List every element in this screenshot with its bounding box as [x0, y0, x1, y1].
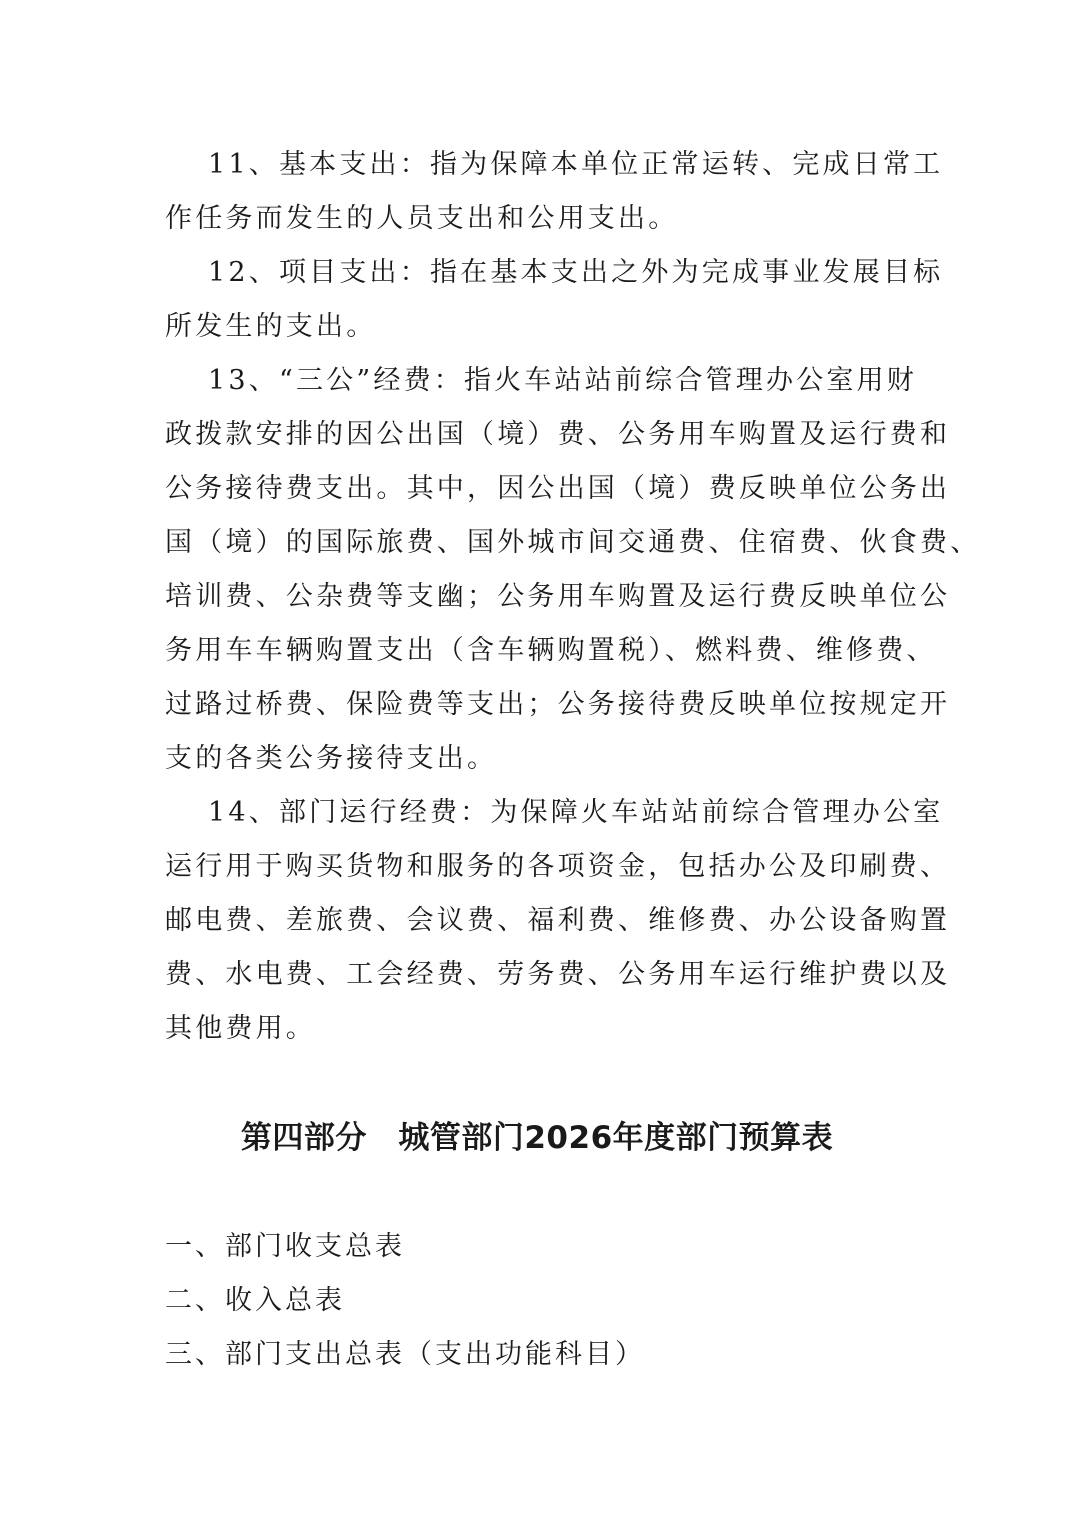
section-heading: 第四部分 城管部门2026年度部门预算表: [240, 1120, 834, 1156]
paragraph-14-line-5: 其他费用。: [165, 1013, 316, 1044]
paragraph-13-line-3: 公务接待费支出。其中，因公出国（境）费反映单位公务出: [165, 473, 951, 504]
paragraph-13-line-2: 政拨款安排的因公出国（境）费、公务用车购置及运行费和: [165, 419, 951, 450]
paragraph-14-line-1: 14、部门运行经费：为保障火车站站前综合管理办公室: [208, 797, 944, 828]
paragraph-14-line-2: 运行用于购买货物和服务的各项资金，包括办公及印刷费、: [165, 851, 951, 882]
paragraph-13-line-8: 支的各类公务接待支出。: [165, 743, 498, 774]
toc-item-2: 二、收入总表: [165, 1285, 345, 1316]
paragraph-13-line-4: 国（境）的国际旅费、国外城市间交通费、住宿费、伙食费、: [165, 527, 981, 558]
paragraph-14-line-3: 邮电费、差旅费、会议费、福利费、维修费、办公设备购置: [165, 905, 951, 936]
paragraph-13-line-5: 培训费、公杂费等支幽；公务用车购置及运行费反映单位公: [165, 581, 951, 612]
paragraph-14-line-4: 费、水电费、工会经费、劳务费、公务用车运行维护费以及: [165, 959, 951, 990]
paragraph-13-line-7: 过路过桥费、保险费等支出；公务接待费反映单位按规定开: [165, 689, 951, 720]
paragraph-12-line-1: 12、项目支出：指在基本支出之外为完成事业发展目标: [208, 257, 944, 288]
paragraph-12-line-2: 所发生的支出。: [165, 311, 377, 342]
toc-item-1: 一、部门收支总表: [165, 1231, 405, 1262]
paragraph-13-line-1: 13、“三公”经费：指火车站站前综合管理办公室用财: [208, 365, 917, 396]
toc-item-3: 三、部门支出总表（支出功能科目）: [165, 1339, 645, 1370]
paragraph-13-line-6: 务用车车辆购置支出（含车辆购置税）、燃料费、维修费、: [165, 635, 937, 666]
paragraph-11-line-2: 作任务而发生的人员支出和公用支出。: [165, 203, 679, 234]
paragraph-11-line-1: 11、基本支出：指为保障本单位正常运转、完成日常工: [208, 149, 944, 180]
